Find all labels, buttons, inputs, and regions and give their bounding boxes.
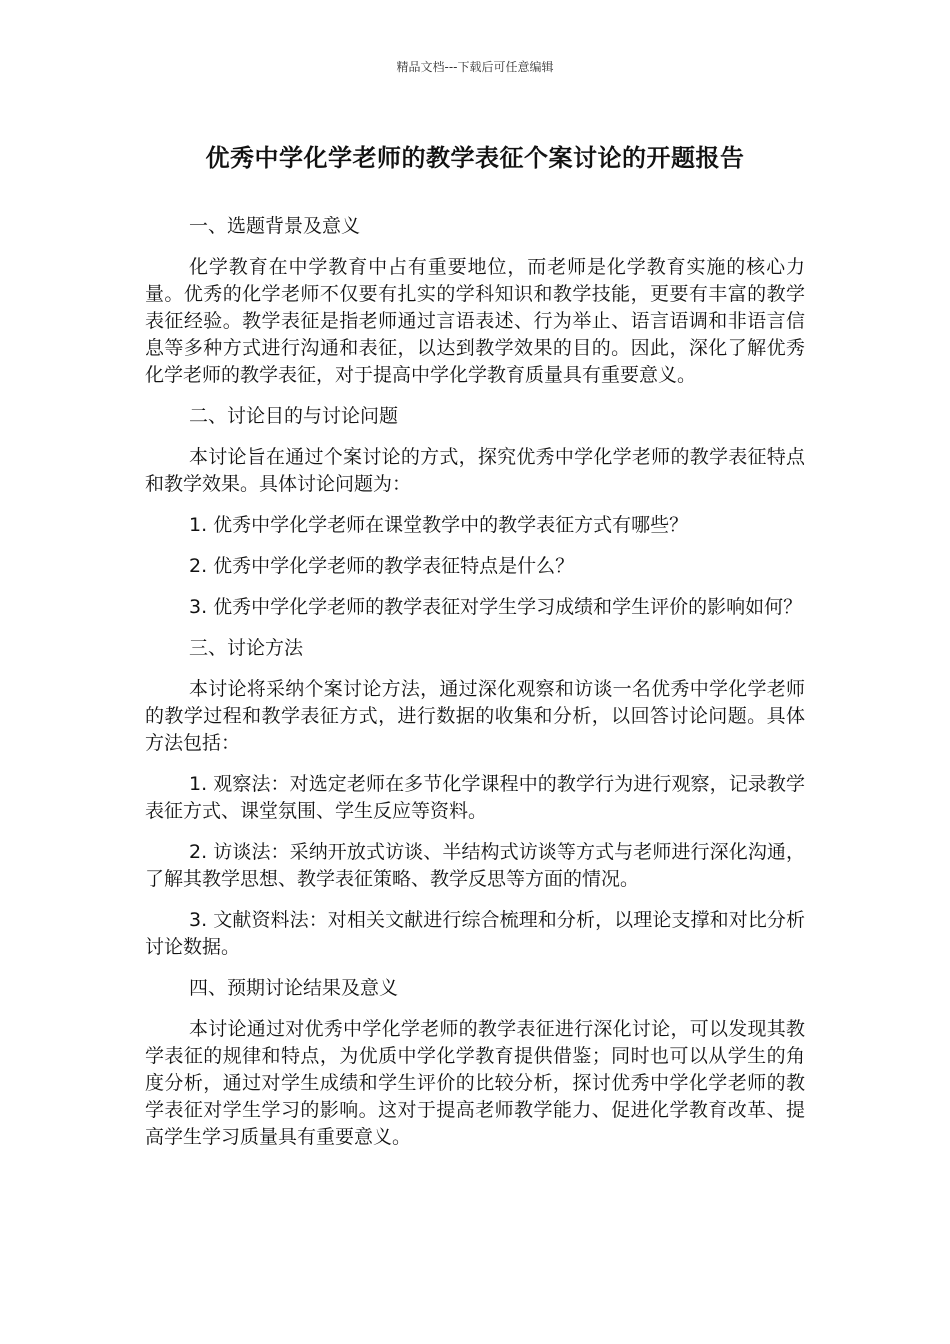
section-1-heading: 一、选题背景及意义 (189, 215, 361, 237)
research-question-3: 3. 优秀中学化学老师的教学表征对学生学习成绩和学生评价的影响如何？ (189, 596, 803, 618)
section-3-heading: 三、讨论方法 (189, 637, 304, 659)
method-1: 1. 观察法：对选定老师在多节化学课程中的教学行为进行观察，记录教学表征方式、课堂氛围、学生反应等资料。 (145, 773, 805, 822)
section-4-paragraph: 本讨论通过对优秀中学化学老师的教学表征进行深化讨论，可以发现其教学表征的规律和特点，为优质中学化学教育提供借鉴；同时也可以从学生的角度分析，通过对学生成绩和学生评价的比较分析，探讨优秀中学化学老师的教学表征对学生学习的影响。这对于提高老师教学能力、促进化学教育改革、提高学生学习质量具有重要意义。 (145, 1018, 805, 1148)
method-3: 3. 文献资料法：对相关文献进行综合梳理和分析，以理论支撑和对比分析讨论数据。 (145, 909, 805, 958)
document-title: 优秀中学化学老师的教学表征个案讨论的开题报告 (205, 144, 745, 172)
document-body (145, 213, 805, 1165)
section-1-paragraph: 化学教育在中学教育中占有重要地位，而老师是化学教育实施的核心力量。优秀的化学老师不仅要有扎实的学科知识和教学技能，更要有丰富的教学表征经验。教学表征是指老师通过言语表述、行为举止、语言语调和非语言信息等多种方式进行沟通和表征，以达到教学效果的目的。因此，深化了解优秀化学老师的教学表征，对于提高中学化学教育质量具有重要意义。 (145, 256, 805, 386)
section-3-paragraph: 本讨论将采纳个案讨论方法，通过深化观察和访谈一名优秀中学化学老师的教学过程和教学表征方式，进行数据的收集和分析，以回答讨论问题。具体方法包括： (145, 678, 805, 754)
method-2: 2. 访谈法：采纳开放式访谈、半结构式访谈等方式与老师进行深化沟通，了解其教学思想、教学表征策略、教学反思等方面的情况。 (145, 841, 805, 890)
header-note: 精品文档---下载后可任意编辑 (396, 60, 554, 74)
section-2-heading: 二、讨论目的与讨论问题 (189, 405, 399, 427)
section-4-heading: 四、预期讨论结果及意义 (189, 977, 399, 999)
research-question-1: 1. 优秀中学化学老师在课堂教学中的教学表征方式有哪些？ (189, 514, 689, 536)
section-2-paragraph: 本讨论旨在通过个案讨论的方式，探究优秀中学化学老师的教学表征特点和教学效果。具体讨论问题为： (145, 446, 805, 495)
research-question-2: 2. 优秀中学化学老师的教学表征特点是什么？ (189, 555, 575, 577)
